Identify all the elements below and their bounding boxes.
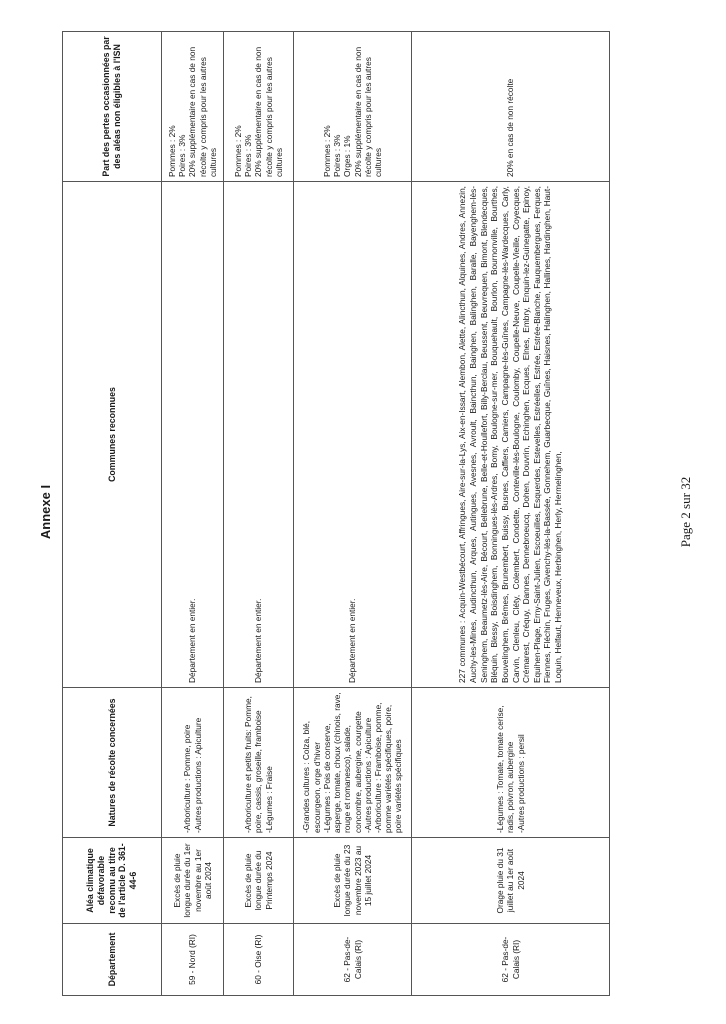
annex-title: Annexe I (38, 484, 53, 540)
cell-natures (412, 688, 610, 838)
part-line: Pommes : 2% (232, 125, 243, 177)
natures-line: -Arboriculture et petits fruits: Pomme, poire, cassis, groseille, framboise (243, 696, 264, 833)
cell-part (224, 32, 294, 182)
cell-part (162, 32, 224, 182)
part-line: 20% en cas de non récolte (505, 78, 516, 177)
natures-line: -Grandes cultures : Colza, blé, escourgeon, orge d'hiver (301, 720, 322, 833)
part-line: 20% supplémentaire en cas de non récolte y compris pour les autres cultures (352, 46, 383, 177)
natures-line: -Légumes : Pois de conserve, asperge, tomate, choux (chinois, rave, rouge et romanesco), salade, concombre, aubergine, courgette (321, 692, 363, 833)
cell-natures (162, 688, 224, 838)
header-communes: Communes reconnues (63, 182, 162, 688)
cell-communes: Département en entier. (294, 182, 412, 688)
part-line: Poires : 3% (243, 134, 254, 177)
cell-natures (224, 688, 294, 838)
natures-line: -Autres productions : persil (515, 734, 526, 833)
part-line: Pommes : 2% (321, 125, 332, 177)
table-header-row (63, 32, 162, 996)
header-departement: Département (63, 924, 162, 996)
cell-communes: Département en entier. (224, 182, 294, 688)
cell-alea: Excès de pluie longue durée du 23 novembre 2023 au 15 juillet 2024 (294, 838, 412, 924)
natures-line: -Légumes : Fraise (263, 766, 274, 833)
cell-departement: 62 - Pas-de-Calais (RI) (412, 924, 610, 996)
part-line: 20% supplémentaire en cas de non récolte y compris pour les autres cultures (253, 46, 284, 177)
part-line: Orges : 1% (342, 135, 353, 177)
header-natures: Natures de récolte concernées (63, 688, 162, 838)
natures-line: -Arboriculture : Pomme, poire (182, 724, 193, 833)
cell-departement: 59 - Nord (RI) (162, 924, 224, 996)
natures-line: -Légumes : Tomate, tomate cerise, radis, poivron, aubergine (495, 705, 516, 833)
part-line: Pommes : 2% (166, 125, 177, 177)
header-alea: Aléa climatique défavorable reconnu au titre de l'article D. 361-44-6 (63, 838, 162, 924)
natures-line: -Autres productions : Apiculture (362, 717, 373, 833)
cell-communes: Département en entier. (162, 182, 224, 688)
annex-table (62, 31, 610, 996)
header-part-pertes: Part des pertes occasionnées par des aléas non éligibles à l'ISN (63, 32, 162, 182)
cell-alea: Orage pluie du 31 juillet au 1er août 2024 (412, 838, 610, 924)
cell-part (412, 32, 610, 182)
cell-alea: Excès de pluie longue durée du 1er novembre au 1er août 2024 (162, 838, 224, 924)
page-number: Page 2 sur 32 (678, 476, 693, 548)
table-row (294, 32, 412, 996)
cell-communes-list: 227 communes : Acquin-Westbécourt, Affringues, Aire-sur-la-Lys, Aix-en-Issart, Alembon, Alette, Alincthun, Alquines, Andres, Annezin, Auchy-les-Mines, Audincthun, Arques, Autingues, Avesnes, Avroult, Baincthun, Bainghen, Balinghen, Baralle, Bayenghem-lès-Seninghem, Beaumetz-lès-Aire, Bécourt, Bellebrune, Belle-et-Houllefort, Billy-Berclau, Beussent, Beuvrequen, Bimont, Blendecques, Bléquin, Blessy, Boisdinghem, Bonningues-lès-Ardres, Bomy, Boulogne-sur-mer, Bouquehault, Bourlon, Bournonville, Bourthes, Bouvelinghem, Brêmes, Brunembert, Buissy, Busnes, Caffiers, Camiers, Campagne-lès-Guînes, Campagne-lès-Wardecques, Carly, Carvin, Clenleu, Cléty, Colembert, Condette, Conteville-lès-Boulogne, Coulomby, Coupelle-Neuve, Coupelle-Vieille, Coyecques, Crémarest, Créquy, Dannes, Dennebroeucq, Dohen, Douvrin, Echinghen, Ecques, Elnes, Embry, Enquin-lez-Guinegatte, Epinoy, Equihen-Plage, Erny-Saint-Julien, Escoeuilles, Esquerdes, Estevelles, Estréelles, Estrée, Estrée-Blanche, Fauquembergues, Ferques, Fiennes, Fléchin, Fruges, Givenchy-lès-la-Bassée, Gonnehem, Guarbecque, Guînes, Haisnes, Halinghen, Hallines, Hardinghen, Haut-Loquin, Helfaut, Henneveux, Herbinghen, Herly, Hermelinghen, (412, 182, 610, 688)
natures-line: -Autres productions : Apiculture (192, 717, 203, 833)
natures-line: -Arboriculture : Framboise, pomme, pomme variétés spécifiques, poire, poire variétés spécifiques (372, 702, 404, 833)
part-line: Poires : 3% (177, 134, 188, 177)
part-line: Poires : 3% (332, 134, 343, 177)
table-row (412, 32, 610, 996)
table-row (162, 32, 224, 996)
cell-departement: 62 - Pas-de-Calais (RI) (294, 924, 412, 996)
cell-departement: 60 - Oise (RI) (224, 924, 294, 996)
cell-part (294, 32, 412, 182)
part-line: 20% supplémentaire en cas de non récolte y compris pour les autres cultures (187, 46, 218, 177)
cell-natures (294, 688, 412, 838)
cell-alea: Excès de pluie longue durée du Printemps 2024 (224, 838, 294, 924)
table-row (224, 32, 294, 996)
